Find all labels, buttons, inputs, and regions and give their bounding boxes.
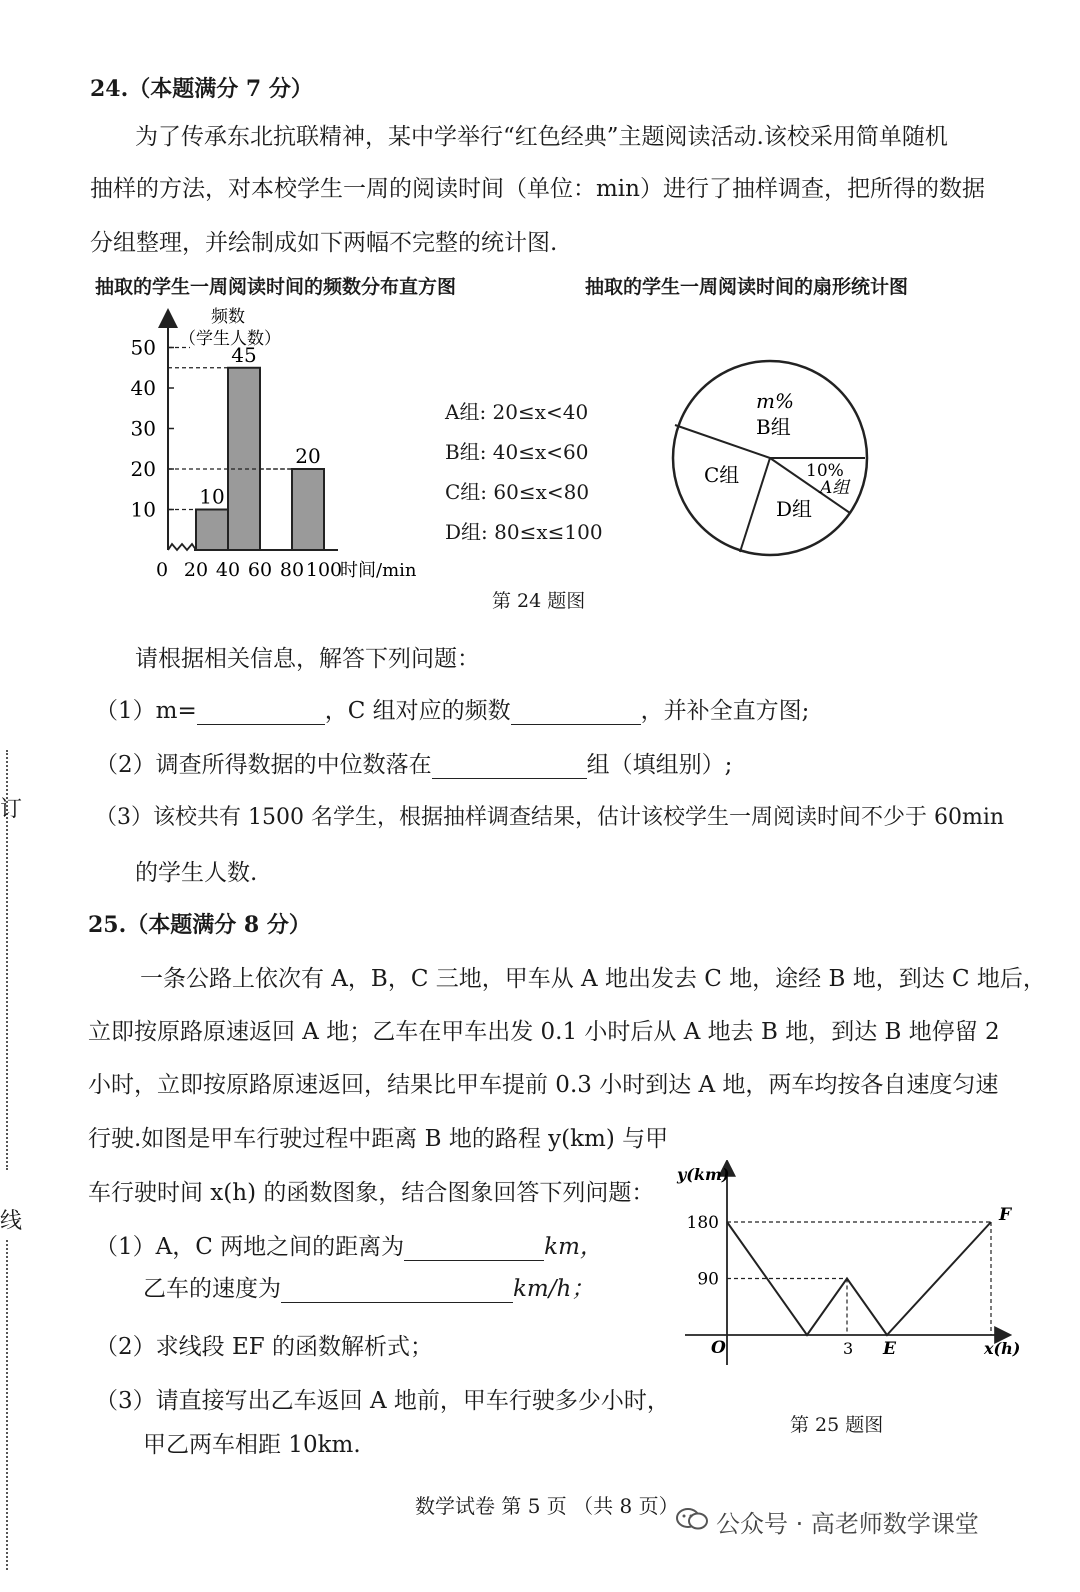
- q25-header: 25.（本题满分 8 分）: [88, 912, 311, 938]
- histogram-bar-40-60: [228, 368, 260, 550]
- histogram-title: 抽取的学生一周阅读时间的频数分布直方图: [95, 276, 457, 298]
- q25-subq1-row1: [95, 1228, 603, 1261]
- histogram-bar-20-40: [196, 510, 228, 551]
- q24-subq2-text-b: 组（填组别）;: [586, 752, 733, 778]
- pie-label-d: D组: [776, 497, 813, 521]
- histogram-bar-label-40-60: 45: [231, 342, 257, 367]
- histogram-x-tick-20: 20: [183, 559, 209, 581]
- q24-figure-caption: 第 24 题图: [492, 590, 586, 612]
- q25-subq2: （2）求线段 EF 的函数解析式；: [95, 1334, 434, 1360]
- fn-x-tick-3: 3: [843, 1339, 854, 1358]
- histogram-x-label: 时间/min: [340, 560, 417, 581]
- fn-point-f: F: [999, 1205, 1012, 1225]
- q25-line3: 小时，立即按原路原速返回，结果比甲车提前 0.3 小时到达 A 地，两车均按各自速度匀速: [88, 1072, 999, 1098]
- margin-mark-xian: 线: [0, 1209, 23, 1234]
- watermark: 公众号 · 高老师数学课堂: [716, 1510, 979, 1538]
- q24-subq1-text-a: （1）m=: [95, 698, 197, 724]
- fn-point-e: E: [883, 1339, 896, 1359]
- q25-subq1-text-a: （1）A，C 两地之间的距离为: [95, 1234, 405, 1260]
- q24-subq3-line1: （3）该校共有 1500 名学生，根据抽样调查结果，估计该校学生一周阅读时间不少于 60min: [95, 805, 1005, 830]
- q24-subq3-line2: 的学生人数.: [135, 860, 258, 886]
- histogram-y-tick-50: 50: [130, 335, 156, 360]
- legend-group-d: D组: 80≤x≤100: [445, 520, 603, 544]
- q24-intro-line1: 为了传承东北抗联精神，某中学举行“红色经典”主题阅读活动.该校采用简单随机: [135, 124, 948, 150]
- histogram-y-tick-10: 10: [130, 497, 156, 522]
- answer-blank-ac-distance[interactable]: [404, 1238, 544, 1261]
- histogram-x-tick-0: 0: [155, 559, 169, 581]
- fn-y-tick-180: 180: [686, 1213, 719, 1233]
- histogram-y-tick-20: 20: [130, 457, 156, 481]
- histogram-y-tick-30: 30: [130, 416, 156, 441]
- legend-group-a: A组: 20≤x<40: [445, 400, 589, 424]
- q25-line4: 行驶.如图是甲车行驶过程中距离 B 地的路程 y(km) 与甲: [88, 1126, 669, 1152]
- pie-label-a: A组: [820, 478, 850, 498]
- fn-y-label: y(km): [677, 1165, 730, 1184]
- fn-y-tick-90: 90: [697, 1269, 719, 1290]
- q24-subq1: [95, 692, 809, 725]
- fn-x-label: x(h): [984, 1339, 1021, 1358]
- q25-subq3-line1: （3）请直接写出乙车返回 A 地前，甲车行驶多少小时，: [95, 1388, 670, 1414]
- q25-subq1-unit2: km/h；: [513, 1276, 595, 1302]
- histogram-bar-label-20-40: 10: [199, 484, 225, 509]
- q24-intro-line3: 分组整理，并绘制成如下两幅不完整的统计图.: [90, 230, 558, 256]
- q25-figure-caption: 第 25 题图: [790, 1414, 884, 1436]
- histogram-x-tick-100: 100: [305, 559, 343, 581]
- q24-subq1-text-b: ，C 组对应的频数: [324, 698, 511, 724]
- pie-label-b-pct: m%: [756, 389, 794, 413]
- histogram-x-tick-80: 80: [279, 559, 305, 581]
- histogram-y-tick-40: 40: [130, 376, 156, 400]
- q25-subq3-line2: 甲乙两车相距 10km.: [143, 1432, 361, 1458]
- function-graph: [675, 1160, 1035, 1390]
- pie-label-c: C组: [704, 463, 740, 487]
- answer-blank-m[interactable]: [197, 702, 325, 725]
- answer-blank-median-group[interactable]: [432, 756, 587, 779]
- q24-intro-line2: 抽样的方法，对本校学生一周的阅读时间（单位：min）进行了抽样调查，把所得的数据: [90, 176, 985, 202]
- q25-line5: 车行驶时间 x(h) 的函数图象，结合图象回答下列问题：: [88, 1180, 655, 1206]
- q24-subq2-text-a: （2）调查所得数据的中位数落在: [95, 752, 432, 778]
- pie-chart: [660, 350, 880, 570]
- q25-subq1-unit1: km，: [544, 1234, 603, 1260]
- q24-prompt: 请根据相关信息，解答下列问题：: [135, 646, 480, 672]
- answer-blank-c-frequency[interactable]: [511, 702, 641, 725]
- margin-mark-ding: 订: [0, 797, 23, 822]
- wechat-icon: [676, 1508, 708, 1530]
- q24-subq2: [95, 746, 732, 779]
- binding-dotted-line-lower: [6, 1240, 8, 1570]
- q24-header: 24.（本题满分 7 分）: [90, 76, 313, 102]
- histogram-y-label-line2: （学生人数）: [179, 329, 281, 349]
- histogram-x-tick-40: 40: [215, 559, 241, 581]
- q25-subq1-row2: [143, 1270, 594, 1303]
- page-footer: 数学试卷 第 5 页 （共 8 页）: [415, 1494, 679, 1518]
- q25-line1: 一条公路上依次有 A，B，C 三地，甲车从 A 地出发去 C 地，途经 B 地，到达 C 地后，: [140, 966, 1046, 992]
- legend-group-c: C组: 60≤x<80: [445, 480, 590, 504]
- q25-line2: 立即按原路原速返回 A 地；乙车在甲车出发 0.1 小时后从 A 地去 B 地，到达 B 地停留 2: [88, 1019, 1000, 1045]
- histogram-bar-80-100: [292, 469, 324, 550]
- answer-blank-car-b-speed[interactable]: [281, 1280, 513, 1303]
- q25-subq1-text-b: 乙车的速度为: [143, 1276, 281, 1302]
- pie-label-a-pct: 10%: [806, 461, 844, 481]
- q24-subq1-text-c: ，并补全直方图;: [640, 698, 810, 724]
- histogram-bar-label-80-100: 20: [295, 444, 321, 468]
- fn-curve: [727, 1222, 991, 1335]
- histogram-chart: [120, 300, 430, 585]
- fn-point-o: O: [711, 1338, 726, 1358]
- pie-title: 抽取的学生一周阅读时间的扇形统计图: [585, 276, 909, 298]
- histogram-y-label-line1: 频数: [211, 307, 245, 327]
- legend-group-b: B组: 40≤x<60: [445, 440, 589, 464]
- histogram-axis-break: [168, 544, 196, 550]
- histogram-x-tick-60: 60: [247, 559, 273, 581]
- pie-label-b: B组: [756, 415, 791, 439]
- pie-divider-cd: [740, 458, 770, 552]
